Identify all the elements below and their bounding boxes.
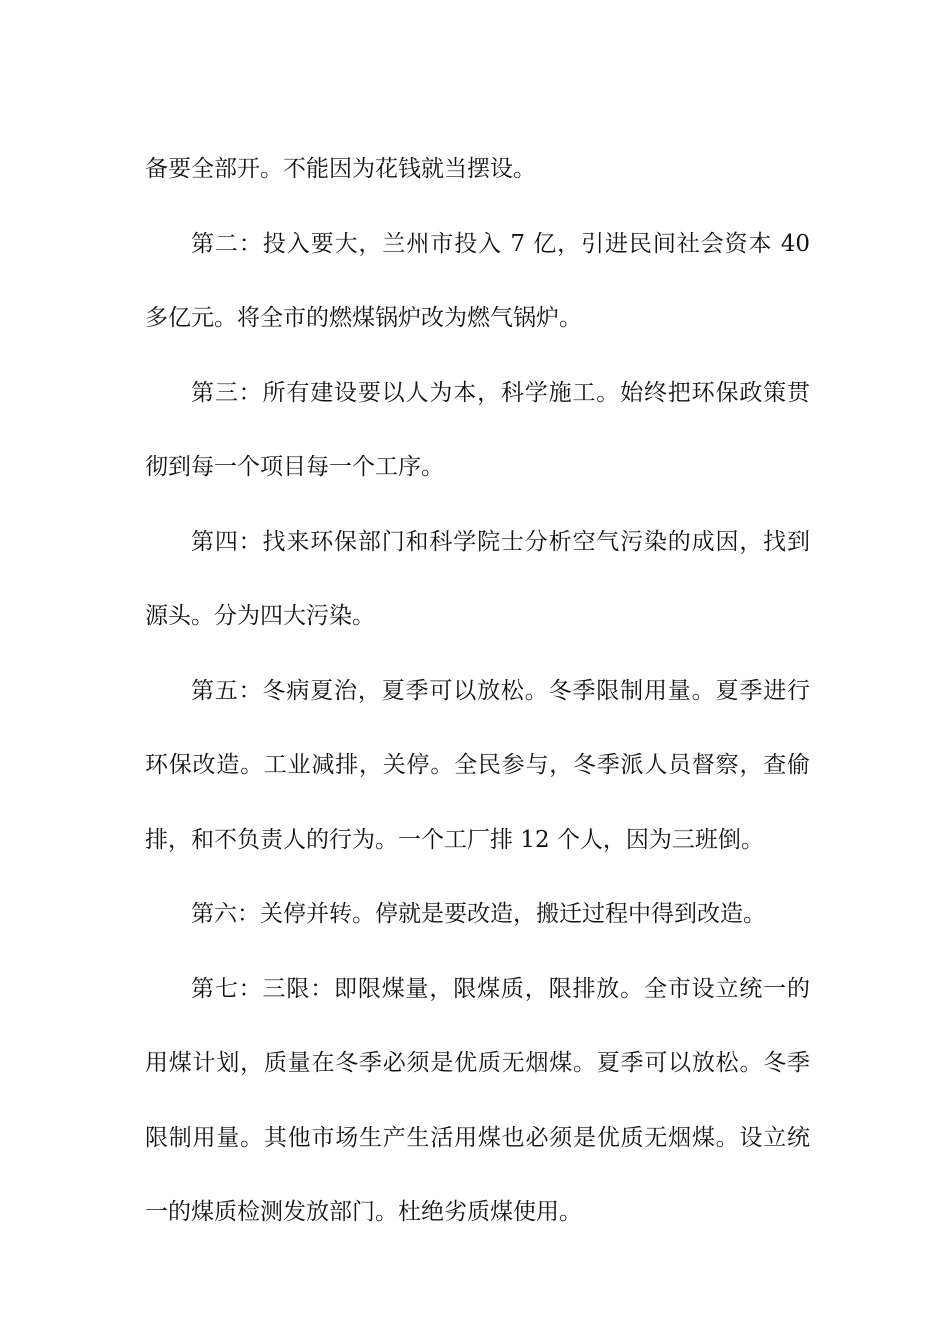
paragraph-item-6: 第六：关停并转。停就是要改造，搬迁过程中得到改造。 [191,901,766,927]
document-body [145,132,810,1250]
paragraph-item-2: 第二：投入要大，兰州市投入 7 亿，引进民间社会资本 40 多亿元。将全市的燃煤锅炉改为燃气锅炉。 [145,230,810,331]
paragraph-item-5: 第五：冬病夏治，夏季可以放松。冬季限制用量。夏季进行环保改造。工业减排，关停。全民参与，冬季派人员督察，查偷排，和不负责人的行为。一个工厂排 12 个人，因为三班倒。 [145,677,810,853]
paragraph-item-3: 第三：所有建设要以人为本，科学施工。始终把环保政策贯彻到每一个项目每一个工序。 [145,379,810,480]
paragraph-item-4: 第四：找来环保部门和科学院士分析空气污染的成因，找到源头。分为四大污染。 [145,528,810,629]
paragraph-item-7: 第七：三限：即限煤量，限煤质，限排放。全市设立统一的用煤计划，质量在冬季必须是优质无烟煤。夏季可以放松。冬季限制用量。其他市场生产生活用煤也必须是优质无烟煤。设立统一的煤质检测发放部门。杜绝劣质煤使用。 [145,975,810,1225]
paragraph-continuation: 备要全部开。不能因为花钱就当摆设。 [145,156,536,182]
